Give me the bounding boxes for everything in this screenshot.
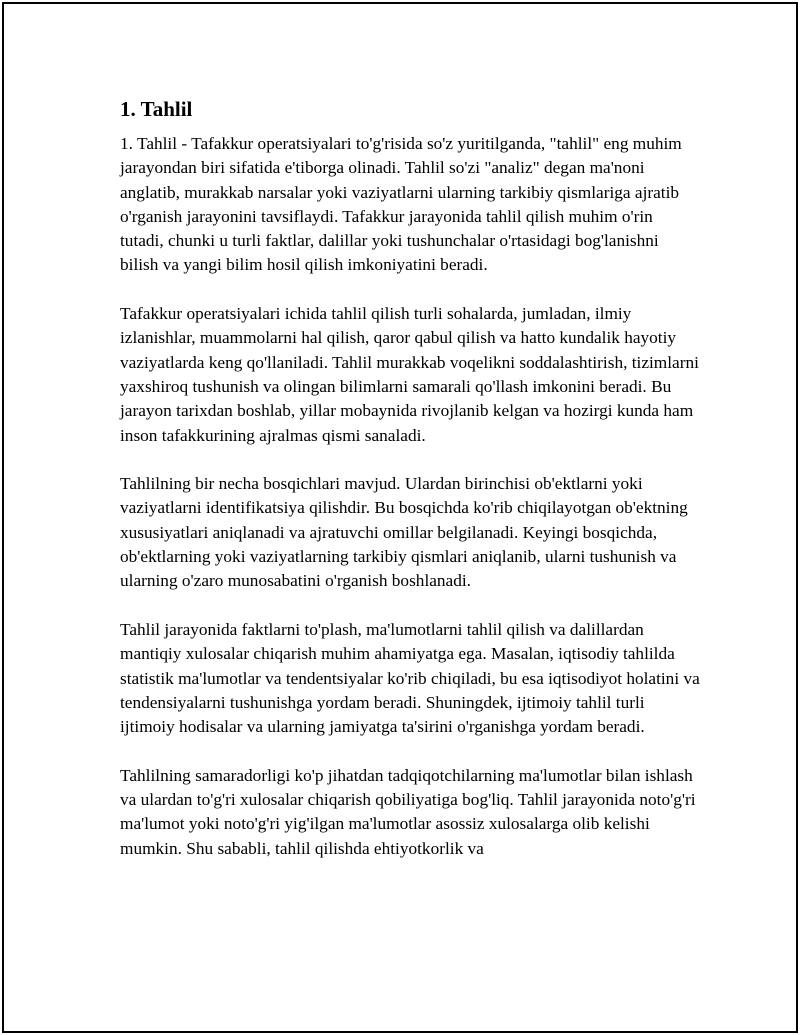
document-body [120, 96, 700, 885]
section-heading: 1. Tahlil [120, 97, 193, 121]
document-page [2, 2, 798, 1033]
paragraph-3: Tahlilning bir necha bosqichlari mavjud. Ulardan birinchisi ob'ektlarni yoki vaziyatlarni identifikatsiya qilishdir. Bu bosqichda ko'rib chiqilayotgan ob'ektning xususiyatlari aniqlanadi va ajratuvchi omillar belgilanadi. Keyingi bosqichda, ob'ektlarning yoki vaziyatlarning tarkibiy qismlari aniqlanib, ularni tushunish va ularning o'zaro munosabatini o'rganish boshlanadi. [120, 474, 688, 591]
paragraph-4: Tahlil jarayonida faktlarni to'plash, ma'lumotlarni tahlil qilish va dalillardan mantiqiy xulosalar chiqarish muhim ahamiyatga ega. Masalan, iqtisodiy tahlilda statistik ma'lumotlar va tendentsiyalar ko'rib chiqiladi, bu esa iqtisodiyot holatini va tendensiyalarni tushunishga yordam beradi. Shuningdek, ijtimoiy tahlil turli ijtimoiy hodisalar va ularning jamiyatga ta'sirini o'rganishga yordam beradi. [120, 619, 700, 737]
paragraph-2: Tafakkur operatsiyalari ichida tahlil qilish turli sohalarda, jumladan, ilmiy izlanishlar, muammolarni hal qilish, qaror qabul qilish va hatto kundalik hayotiy vaziyatlarda keng qo'llaniladi. Tahlil murakkab voqelikni soddalashtirish, tizimlarni yaxshiroq tushunish va olingan bilimlarni samarali qo'llash imkonini beradi. Bu jarayon tarixdan boshlab, yillar mobaynida rivojlanib kelgan va hozirgi kunda ham inson tafakkurining ajralmas qismi sanaladi. [120, 304, 699, 445]
paragraph-5: Tahlilning samaradorligi ko'p jihatdan tadqiqotchilarning ma'lumotlar bilan ishlash va ulardan to'g'ri xulosalar chiqarish qobiliyatiga bog'liq. Tahlil jarayonida noto'g'ri ma'lumot yoki noto'g'ri yig'ilgan ma'lumotlar asossiz xulosalarga olib kelishi mumkin. Shu sababli, tahlil qilishda ehtiyotkorlik va [120, 765, 696, 858]
paragraph-1: 1. Tahlil - Tafakkur operatsiyalari to'g'risida so'z yuritilganda, "tahlil" eng muhim jarayondan biri sifatida e'tiborga olinadi. Tahlil so'zi "analiz" degan ma'noni anglatib, murakkab narsalar yoki vaziyatlarni ularning tarkibiy qismlariga ajratib o'rganish jarayonini tavsiflaydi. Tafakkur jarayonida tahlil qilish muhim o'rin tutadi, chunki u turli faktlar, dalillar yoki tushunchalar o'rtasidagi bog'lanishni bilish va yangi bilim hosil qilish imkoniyatini beradi. [120, 134, 682, 275]
